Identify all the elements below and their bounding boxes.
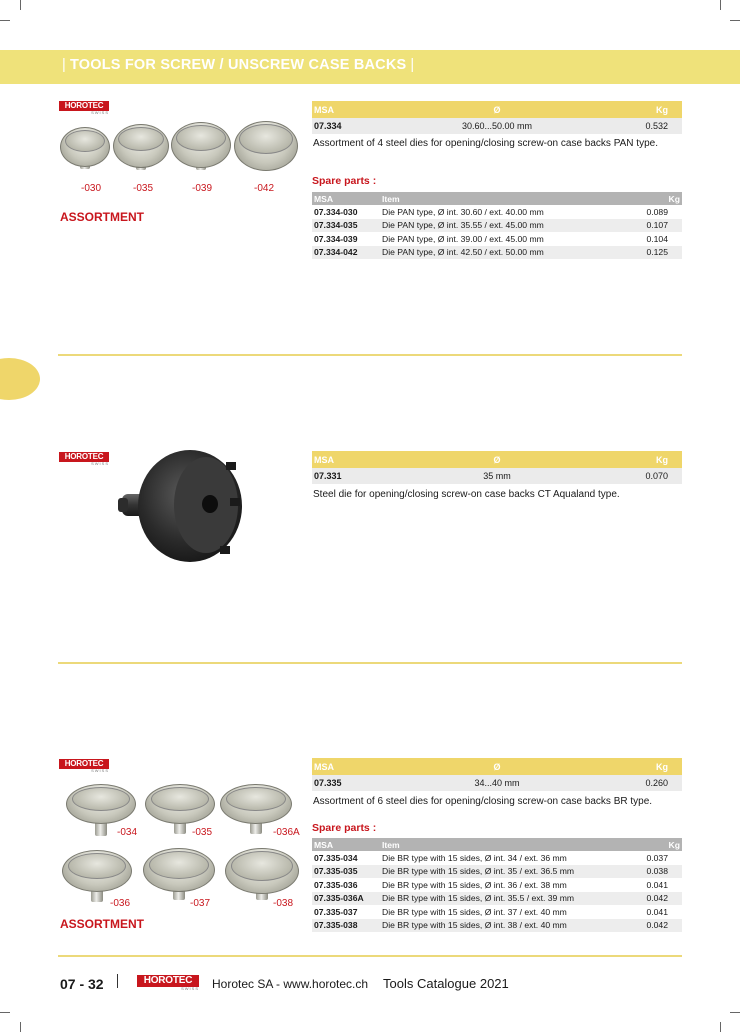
product-diameter: 35 mm — [372, 468, 622, 484]
part-kg: 0.104 — [646, 233, 668, 244]
product-msa: 07.335 — [312, 775, 372, 791]
product-weight: 0.070 — [622, 468, 682, 484]
col-msa: MSA — [312, 838, 380, 851]
table-row — [312, 865, 682, 879]
table-row — [312, 205, 682, 219]
section-divider — [58, 955, 682, 957]
table-row — [312, 246, 682, 260]
table-row — [312, 219, 682, 233]
part-msa: 07.335-035 — [312, 865, 380, 879]
assortment-caption: ASSORTMENT — [60, 917, 144, 931]
part-kg: 0.037 — [646, 852, 668, 863]
product-row — [312, 118, 682, 134]
part-item: Die PAN type, Ø int. 42.50 / ext. 50.00 mm — [380, 246, 622, 260]
part-item: Die BR type with 15 sides, Ø int. 36 / ext. 38 mm — [382, 879, 567, 890]
col-msa: MSA — [312, 192, 380, 205]
image-label: -035 — [133, 183, 154, 194]
table-row — [312, 919, 682, 933]
table-row — [312, 892, 682, 906]
image-label: -036 — [110, 898, 131, 909]
product-row — [312, 468, 682, 484]
crop-mark — [720, 1022, 721, 1032]
image-label: -042 — [254, 183, 275, 194]
spare-parts-table — [312, 192, 682, 259]
crop-mark — [0, 20, 10, 21]
part-msa: 07.334-042 — [312, 246, 380, 260]
part-msa: 07.335-034 — [314, 852, 358, 863]
col-diameter: Ø — [372, 101, 622, 118]
assortment-caption: ASSORTMENT — [60, 210, 144, 224]
image-label: -035 — [192, 827, 213, 838]
section-divider — [58, 662, 682, 664]
col-msa: MSA — [312, 101, 372, 118]
col-kg: Kg — [622, 451, 682, 468]
horotec-logo: HOROTEC SWISS — [59, 101, 109, 115]
image-label: -036A — [273, 827, 300, 838]
page-title: | TOOLS FOR SCREW / UNSCREW CASE BACKS | — [62, 57, 415, 73]
part-msa: 07.334-030 — [314, 206, 358, 217]
product-diameter: 30.60...50.00 mm — [372, 118, 622, 134]
product-description: Steel die for opening/closing screw-on case backs CT Aqualand type. — [313, 489, 620, 500]
table-row — [312, 851, 682, 865]
product-msa: 07.331 — [312, 468, 372, 484]
product-weight: 0.260 — [622, 775, 682, 791]
horotec-logo: HOROTEC SWISS — [59, 452, 109, 466]
product-row — [312, 775, 682, 791]
spare-parts-title: Spare parts : — [312, 175, 377, 187]
part-kg: 0.107 — [622, 219, 682, 233]
crop-mark — [720, 0, 721, 10]
col-item: Item — [380, 192, 622, 205]
horotec-logo: HOROTEC SWISS — [137, 975, 199, 991]
part-item: Die BR type with 15 sides, Ø int. 37 / ext. 40 mm — [382, 906, 567, 917]
part-msa: 07.335-036 — [314, 879, 358, 890]
col-diameter: Ø — [372, 451, 622, 468]
part-msa: 07.335-038 — [312, 919, 380, 933]
crop-mark — [0, 1012, 10, 1013]
section-divider — [58, 354, 682, 356]
col-msa: MSA — [312, 451, 372, 468]
part-msa: 07.334-035 — [312, 219, 380, 233]
part-kg: 0.038 — [622, 865, 682, 879]
spare-parts-table — [312, 838, 682, 932]
table-row — [312, 878, 682, 892]
product-msa: 07.334 — [312, 118, 372, 134]
part-item: Die PAN type, Ø int. 39.00 / ext. 45.00 mm — [382, 233, 544, 244]
side-tab-marker — [0, 358, 40, 400]
product-table — [312, 101, 682, 134]
table-row — [312, 905, 682, 919]
crop-mark — [20, 0, 21, 10]
col-msa: MSA — [312, 758, 372, 775]
part-item: Die BR type with 15 sides, Ø int. 38 / ext. 40 mm — [380, 919, 622, 933]
horotec-logo: HOROTEC SWISS — [59, 759, 109, 773]
part-msa: 07.334-039 — [314, 233, 358, 244]
page-number: 07 - 32 — [60, 976, 104, 992]
part-item: Die BR type with 15 sides, Ø int. 35.5 / ext. 39 mm — [380, 892, 622, 906]
col-diameter: Ø — [372, 758, 622, 775]
crop-mark — [20, 1022, 21, 1032]
part-msa: 07.335-036A — [312, 892, 380, 906]
col-kg: Kg — [622, 101, 682, 118]
part-kg: 0.042 — [622, 892, 682, 906]
product-weight: 0.532 — [622, 118, 682, 134]
part-item: Die BR type with 15 sides, Ø int. 34 / ext. 36 mm — [382, 852, 567, 863]
part-item: Die PAN type, Ø int. 30.60 / ext. 40.00 mm — [382, 206, 544, 217]
product-table — [312, 451, 682, 484]
part-kg: 0.089 — [646, 206, 668, 217]
spare-parts-title: Spare parts : — [312, 822, 377, 834]
part-kg: 0.041 — [646, 906, 668, 917]
footer-separator — [117, 974, 118, 988]
product-diameter: 34...40 mm — [372, 775, 622, 791]
col-kg: Kg — [622, 758, 682, 775]
product-description: Assortment of 4 steel dies for opening/closing screw-on case backs PAN type. — [313, 138, 658, 149]
crop-mark — [730, 20, 740, 21]
part-kg: 0.041 — [646, 879, 668, 890]
footer-company: Horotec SA - www.horotec.ch — [212, 977, 369, 991]
image-label: -034 — [117, 827, 138, 838]
part-item: Die BR type with 15 sides, Ø int. 35 / ext. 36.5 mm — [380, 865, 622, 879]
col-kg: Kg — [622, 838, 682, 851]
crop-mark — [730, 1012, 740, 1013]
footer-catalogue: Tools Catalogue 2021 — [383, 976, 509, 991]
col-item: Item — [380, 838, 622, 851]
table-row — [312, 232, 682, 246]
product-table — [312, 758, 682, 791]
product-description: Assortment of 6 steel dies for opening/closing screw-on case backs BR type. — [313, 796, 653, 807]
part-item: Die PAN type, Ø int. 35.55 / ext. 45.00 mm — [380, 219, 622, 233]
part-msa: 07.335-037 — [314, 906, 358, 917]
col-kg: Kg — [622, 192, 682, 205]
part-kg: 0.125 — [622, 246, 682, 260]
image-label: -038 — [273, 898, 294, 909]
product-image-aqualand-die — [118, 448, 248, 568]
part-kg: 0.042 — [622, 919, 682, 933]
image-label: -039 — [192, 183, 213, 194]
image-label: -030 — [81, 183, 102, 194]
image-label: -037 — [190, 898, 211, 909]
